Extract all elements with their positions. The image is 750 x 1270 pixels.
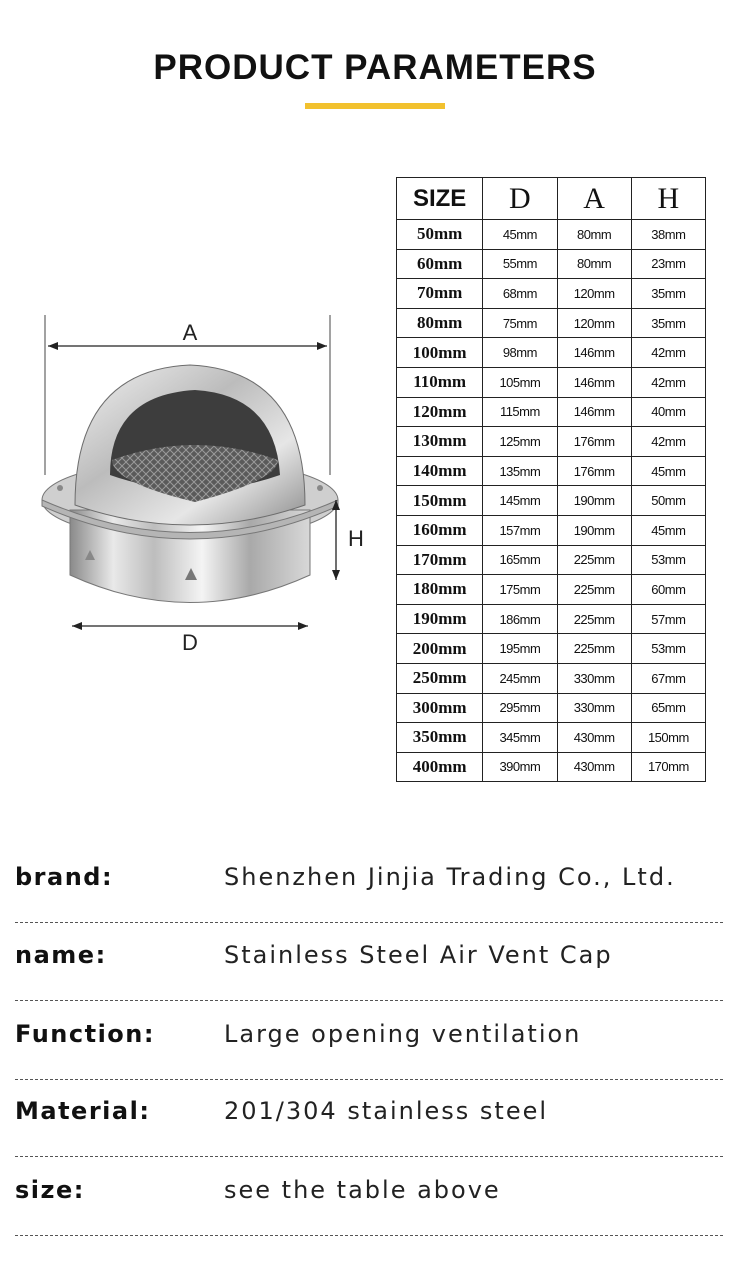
info-value: Large opening ventilation bbox=[224, 1020, 582, 1048]
cell-d: 245mm bbox=[483, 663, 557, 693]
cell-h: 53mm bbox=[631, 545, 705, 575]
table-header-row bbox=[397, 178, 706, 220]
cell-size: 110mm bbox=[397, 367, 483, 397]
dashed-divider bbox=[15, 1235, 723, 1236]
cell-a: 146mm bbox=[557, 397, 631, 427]
cell-h: 42mm bbox=[631, 427, 705, 457]
table-row bbox=[397, 456, 706, 486]
cell-d: 295mm bbox=[483, 693, 557, 723]
cell-h: 40mm bbox=[631, 397, 705, 427]
info-label: name: bbox=[15, 941, 107, 969]
cell-d: 145mm bbox=[483, 486, 557, 516]
cell-a: 146mm bbox=[557, 367, 631, 397]
dimension-a-label: A bbox=[182, 320, 198, 345]
cell-d: 105mm bbox=[483, 367, 557, 397]
cell-h: 53mm bbox=[631, 634, 705, 664]
cell-size: 180mm bbox=[397, 575, 483, 605]
cell-h: 35mm bbox=[631, 308, 705, 338]
table-row bbox=[397, 604, 706, 634]
cell-a: 225mm bbox=[557, 575, 631, 605]
cell-d: 135mm bbox=[483, 456, 557, 486]
cell-h: 45mm bbox=[631, 515, 705, 545]
table-row bbox=[397, 693, 706, 723]
dimension-h-label: H bbox=[348, 526, 364, 551]
cell-d: 390mm bbox=[483, 752, 557, 782]
air-vent-cap-illustration bbox=[30, 310, 370, 660]
table-row bbox=[397, 220, 706, 250]
cell-h: 42mm bbox=[631, 338, 705, 368]
cell-h: 67mm bbox=[631, 663, 705, 693]
cell-d: 165mm bbox=[483, 545, 557, 575]
info-label: Function: bbox=[15, 1020, 155, 1048]
table-row bbox=[397, 397, 706, 427]
cell-d: 345mm bbox=[483, 723, 557, 753]
info-value: see the table above bbox=[224, 1176, 501, 1204]
header-a: A bbox=[557, 178, 631, 220]
cell-d: 157mm bbox=[483, 515, 557, 545]
cell-a: 225mm bbox=[557, 545, 631, 575]
cell-h: 42mm bbox=[631, 367, 705, 397]
cell-h: 60mm bbox=[631, 575, 705, 605]
table-row bbox=[397, 545, 706, 575]
dashed-divider bbox=[15, 1156, 723, 1157]
cell-a: 430mm bbox=[557, 752, 631, 782]
cell-size: 250mm bbox=[397, 663, 483, 693]
cell-size: 400mm bbox=[397, 752, 483, 782]
cell-a: 120mm bbox=[557, 308, 631, 338]
cell-d: 75mm bbox=[483, 308, 557, 338]
cell-a: 330mm bbox=[557, 693, 631, 723]
table-row bbox=[397, 486, 706, 516]
cell-a: 146mm bbox=[557, 338, 631, 368]
cell-a: 176mm bbox=[557, 456, 631, 486]
cell-a: 430mm bbox=[557, 723, 631, 753]
cell-size: 160mm bbox=[397, 515, 483, 545]
info-value: Stainless Steel Air Vent Cap bbox=[224, 941, 613, 969]
cell-a: 190mm bbox=[557, 486, 631, 516]
info-label: size: bbox=[15, 1176, 85, 1204]
cell-h: 45mm bbox=[631, 456, 705, 486]
table-row bbox=[397, 515, 706, 545]
cell-a: 176mm bbox=[557, 427, 631, 457]
cell-d: 186mm bbox=[483, 604, 557, 634]
info-value: Shenzhen Jinjia Trading Co., Ltd. bbox=[224, 863, 676, 891]
table-row bbox=[397, 427, 706, 457]
cell-size: 100mm bbox=[397, 338, 483, 368]
page-title: PRODUCT PARAMETERS bbox=[153, 48, 597, 87]
cell-d: 68mm bbox=[483, 279, 557, 309]
cell-d: 45mm bbox=[483, 220, 557, 250]
cell-size: 190mm bbox=[397, 604, 483, 634]
cell-d: 195mm bbox=[483, 634, 557, 664]
cell-h: 35mm bbox=[631, 279, 705, 309]
cell-a: 330mm bbox=[557, 663, 631, 693]
cell-a: 225mm bbox=[557, 604, 631, 634]
cell-d: 55mm bbox=[483, 249, 557, 279]
cell-d: 115mm bbox=[483, 397, 557, 427]
cell-h: 65mm bbox=[631, 693, 705, 723]
dimension-d-label: D bbox=[182, 630, 198, 655]
cell-size: 140mm bbox=[397, 456, 483, 486]
cell-a: 190mm bbox=[557, 515, 631, 545]
info-row-name bbox=[15, 923, 723, 1001]
table-row bbox=[397, 338, 706, 368]
cell-d: 98mm bbox=[483, 338, 557, 368]
cell-size: 300mm bbox=[397, 693, 483, 723]
info-label: brand: bbox=[15, 863, 114, 891]
info-row-material bbox=[15, 1079, 723, 1157]
cell-h: 170mm bbox=[631, 752, 705, 782]
cell-d: 125mm bbox=[483, 427, 557, 457]
table-row bbox=[397, 634, 706, 664]
table-row bbox=[397, 279, 706, 309]
table-row bbox=[397, 663, 706, 693]
cell-size: 200mm bbox=[397, 634, 483, 664]
table-row bbox=[397, 308, 706, 338]
dashed-divider bbox=[15, 1000, 723, 1001]
cell-size: 60mm bbox=[397, 249, 483, 279]
table-row bbox=[397, 752, 706, 782]
cell-a: 120mm bbox=[557, 279, 631, 309]
table-row bbox=[397, 575, 706, 605]
cell-size: 50mm bbox=[397, 220, 483, 250]
cell-size: 150mm bbox=[397, 486, 483, 516]
cell-size: 120mm bbox=[397, 397, 483, 427]
table-row bbox=[397, 249, 706, 279]
table-row bbox=[397, 723, 706, 753]
cell-d: 175mm bbox=[483, 575, 557, 605]
cell-size: 130mm bbox=[397, 427, 483, 457]
cell-size: 350mm bbox=[397, 723, 483, 753]
info-row-brand bbox=[15, 845, 723, 923]
info-row-size bbox=[15, 1158, 723, 1236]
cell-size: 70mm bbox=[397, 279, 483, 309]
cell-a: 80mm bbox=[557, 249, 631, 279]
info-value: 201/304 stainless steel bbox=[224, 1097, 549, 1125]
cell-h: 50mm bbox=[631, 486, 705, 516]
cell-a: 80mm bbox=[557, 220, 631, 250]
cell-a: 225mm bbox=[557, 634, 631, 664]
cell-h: 150mm bbox=[631, 723, 705, 753]
cell-h: 38mm bbox=[631, 220, 705, 250]
table-row bbox=[397, 367, 706, 397]
cell-size: 170mm bbox=[397, 545, 483, 575]
info-label: Material: bbox=[15, 1097, 151, 1125]
info-row-function bbox=[15, 1002, 723, 1080]
size-parameters-table bbox=[396, 177, 706, 782]
header-size: SIZE bbox=[397, 178, 483, 220]
title-underline bbox=[305, 103, 445, 109]
header-h: H bbox=[631, 178, 705, 220]
cell-h: 57mm bbox=[631, 604, 705, 634]
header-d: D bbox=[483, 178, 557, 220]
cell-h: 23mm bbox=[631, 249, 705, 279]
cell-size: 80mm bbox=[397, 308, 483, 338]
